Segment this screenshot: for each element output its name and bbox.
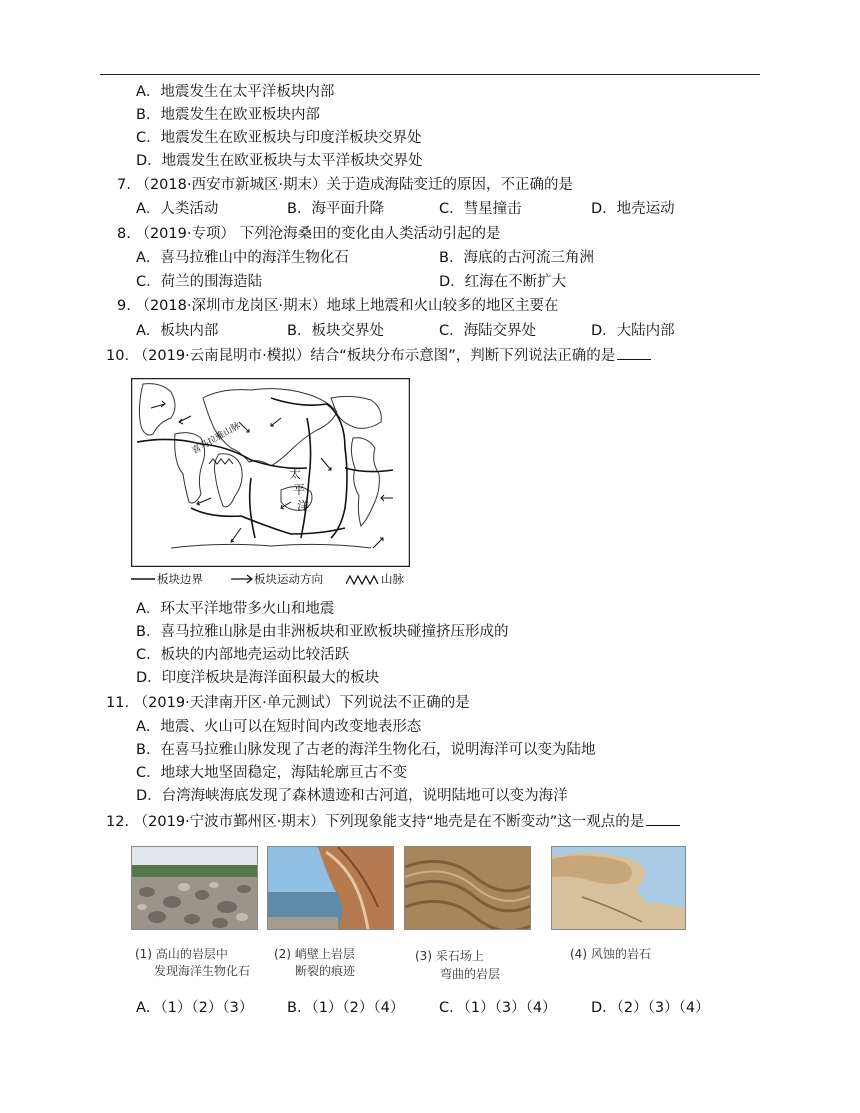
- legend-mountain: 山脉: [381, 572, 404, 586]
- q11-option-b[interactable]: B．在喜马拉雅山脉发现了古老的海洋生物化石，说明海洋可以变为陆地: [136, 742, 596, 758]
- map-legend: [131, 570, 421, 588]
- caption-2a: (2) 峭壁上岩层: [274, 947, 355, 961]
- q10-option-c[interactable]: C．板块的内部地壳运动比较活跃: [136, 647, 350, 663]
- q8-option-d[interactable]: D．红海在不断扩大: [439, 274, 567, 290]
- himalaya-label: 喜马拉雅山脉: [190, 420, 243, 457]
- caption-1a: (1) 高山的岩层中: [135, 947, 228, 961]
- q9-option-b[interactable]: B．板块交界处: [287, 323, 384, 339]
- answer-blank[interactable]: [617, 345, 651, 360]
- folded-rock-image: [405, 847, 531, 929]
- arrow-right-icon: [231, 574, 253, 584]
- q12-option-b[interactable]: B．（1）（2）（4）: [287, 1000, 405, 1016]
- q12-option-a[interactable]: A．（1）（2）（3）: [136, 1000, 254, 1016]
- q7-option-a[interactable]: A．人类活动: [136, 201, 219, 217]
- pacific-label-2: 平: [293, 483, 306, 497]
- q10-option-a[interactable]: A．环太平洋地带多火山和地震: [136, 601, 335, 617]
- q10-option-d[interactable]: D．印度洋板块是海洋面积最大的板块: [136, 670, 380, 686]
- eroded-rock-image: [552, 847, 685, 929]
- caption-2b: 断裂的痕迹: [295, 964, 356, 978]
- plate-map: [131, 378, 410, 567]
- q6-option-c[interactable]: C．地震发生在欧亚板块与印度洋板块交界处: [136, 130, 422, 146]
- q8-option-a[interactable]: A．喜马拉雅山中的海洋生物化石: [136, 250, 349, 266]
- q8-option-c[interactable]: C．荷兰的围海造陆: [136, 274, 263, 290]
- q11-option-d[interactable]: D．台湾海峡海底发现了森林遗迹和古河道，说明陆地可以变为海洋: [136, 788, 568, 804]
- plate-map-figure: [131, 378, 410, 567]
- photo-wind-eroded-rock: [551, 846, 686, 930]
- q9-stem: 9. （2018·深圳市龙岗区·期末）地球上地震和火山较多的地区主要在: [117, 298, 559, 314]
- photo-quarry-folds: [404, 846, 531, 930]
- legend-direction: 板块运动方向: [254, 572, 323, 586]
- boundary-line-icon: [131, 574, 155, 584]
- answer-blank[interactable]: [646, 811, 680, 826]
- photo-marine-fossil-rocks: [131, 846, 258, 930]
- q12-option-d[interactable]: D．（2）（3）（4）: [591, 1000, 710, 1016]
- caption-4: (4) 风蚀的岩石: [570, 947, 651, 961]
- top-rule: [100, 74, 760, 75]
- q11-option-a[interactable]: A．地震、火山可以在短时间内改变地表形态: [136, 719, 422, 735]
- q6-option-b[interactable]: B．地震发生在欧亚板块内部: [136, 107, 320, 123]
- pacific-label-3: 洋: [297, 499, 310, 513]
- q7-option-b[interactable]: B．海平面升降: [287, 201, 384, 217]
- q8-option-b[interactable]: B．海底的古河流三角洲: [439, 250, 594, 266]
- legend-boundary: 板块边界: [157, 572, 203, 586]
- q12-stem: 12. （2019·宁波市鄞州区·期末）下列现象能支持“地壳是在不断变动”这一观点的是: [106, 811, 680, 832]
- pebble-beach-image: [132, 847, 257, 929]
- q7-option-c[interactable]: C．彗星撞击: [439, 201, 522, 217]
- caption-1b: 发现海洋生物化石: [154, 964, 251, 978]
- q6-option-d[interactable]: D．地震发生在欧亚板块与太平洋板块交界处: [136, 153, 423, 169]
- caption-3a: (3) 采石场上: [415, 949, 484, 963]
- photo-cliff-fracture: [267, 846, 394, 930]
- q12-option-c[interactable]: C．（1）（3）（4）: [439, 1000, 557, 1016]
- q10-option-b[interactable]: B．喜马拉雅山脉是由非洲板块和亚欧板块碰撞挤压形成的: [136, 624, 509, 640]
- q6-option-a[interactable]: A．地震发生在太平洋板块内部: [136, 84, 335, 100]
- cliff-image: [268, 847, 393, 929]
- q11-option-c[interactable]: C．地球大地坚固稳定，海陆轮廓亘古不变: [136, 765, 408, 781]
- pacific-label-1: 太: [289, 467, 302, 481]
- q9-option-a[interactable]: A．板块内部: [136, 323, 219, 339]
- q9-option-d[interactable]: D．大陆内部: [591, 323, 675, 339]
- caption-3b: 弯曲的岩层: [440, 967, 501, 981]
- q8-stem: 8. （2019·专项） 下列沧海桑田的变化由人类活动引起的是: [117, 226, 501, 242]
- q7-stem: 7. （2018·西安市新城区·期末）关于造成海陆变迁的原因，不正确的是: [117, 177, 574, 193]
- q10-stem: 10. （2019·云南昆明市·模拟）结合“板块分布示意图”，判断下列说法正确的是: [106, 345, 651, 366]
- q11-stem: 11. （2019·天津南开区·单元测试）下列说法不正确的是: [106, 695, 470, 711]
- mountain-icon: [346, 573, 380, 585]
- q9-option-c[interactable]: C．海陆交界处: [439, 323, 537, 339]
- q7-option-d[interactable]: D．地壳运动: [591, 201, 675, 217]
